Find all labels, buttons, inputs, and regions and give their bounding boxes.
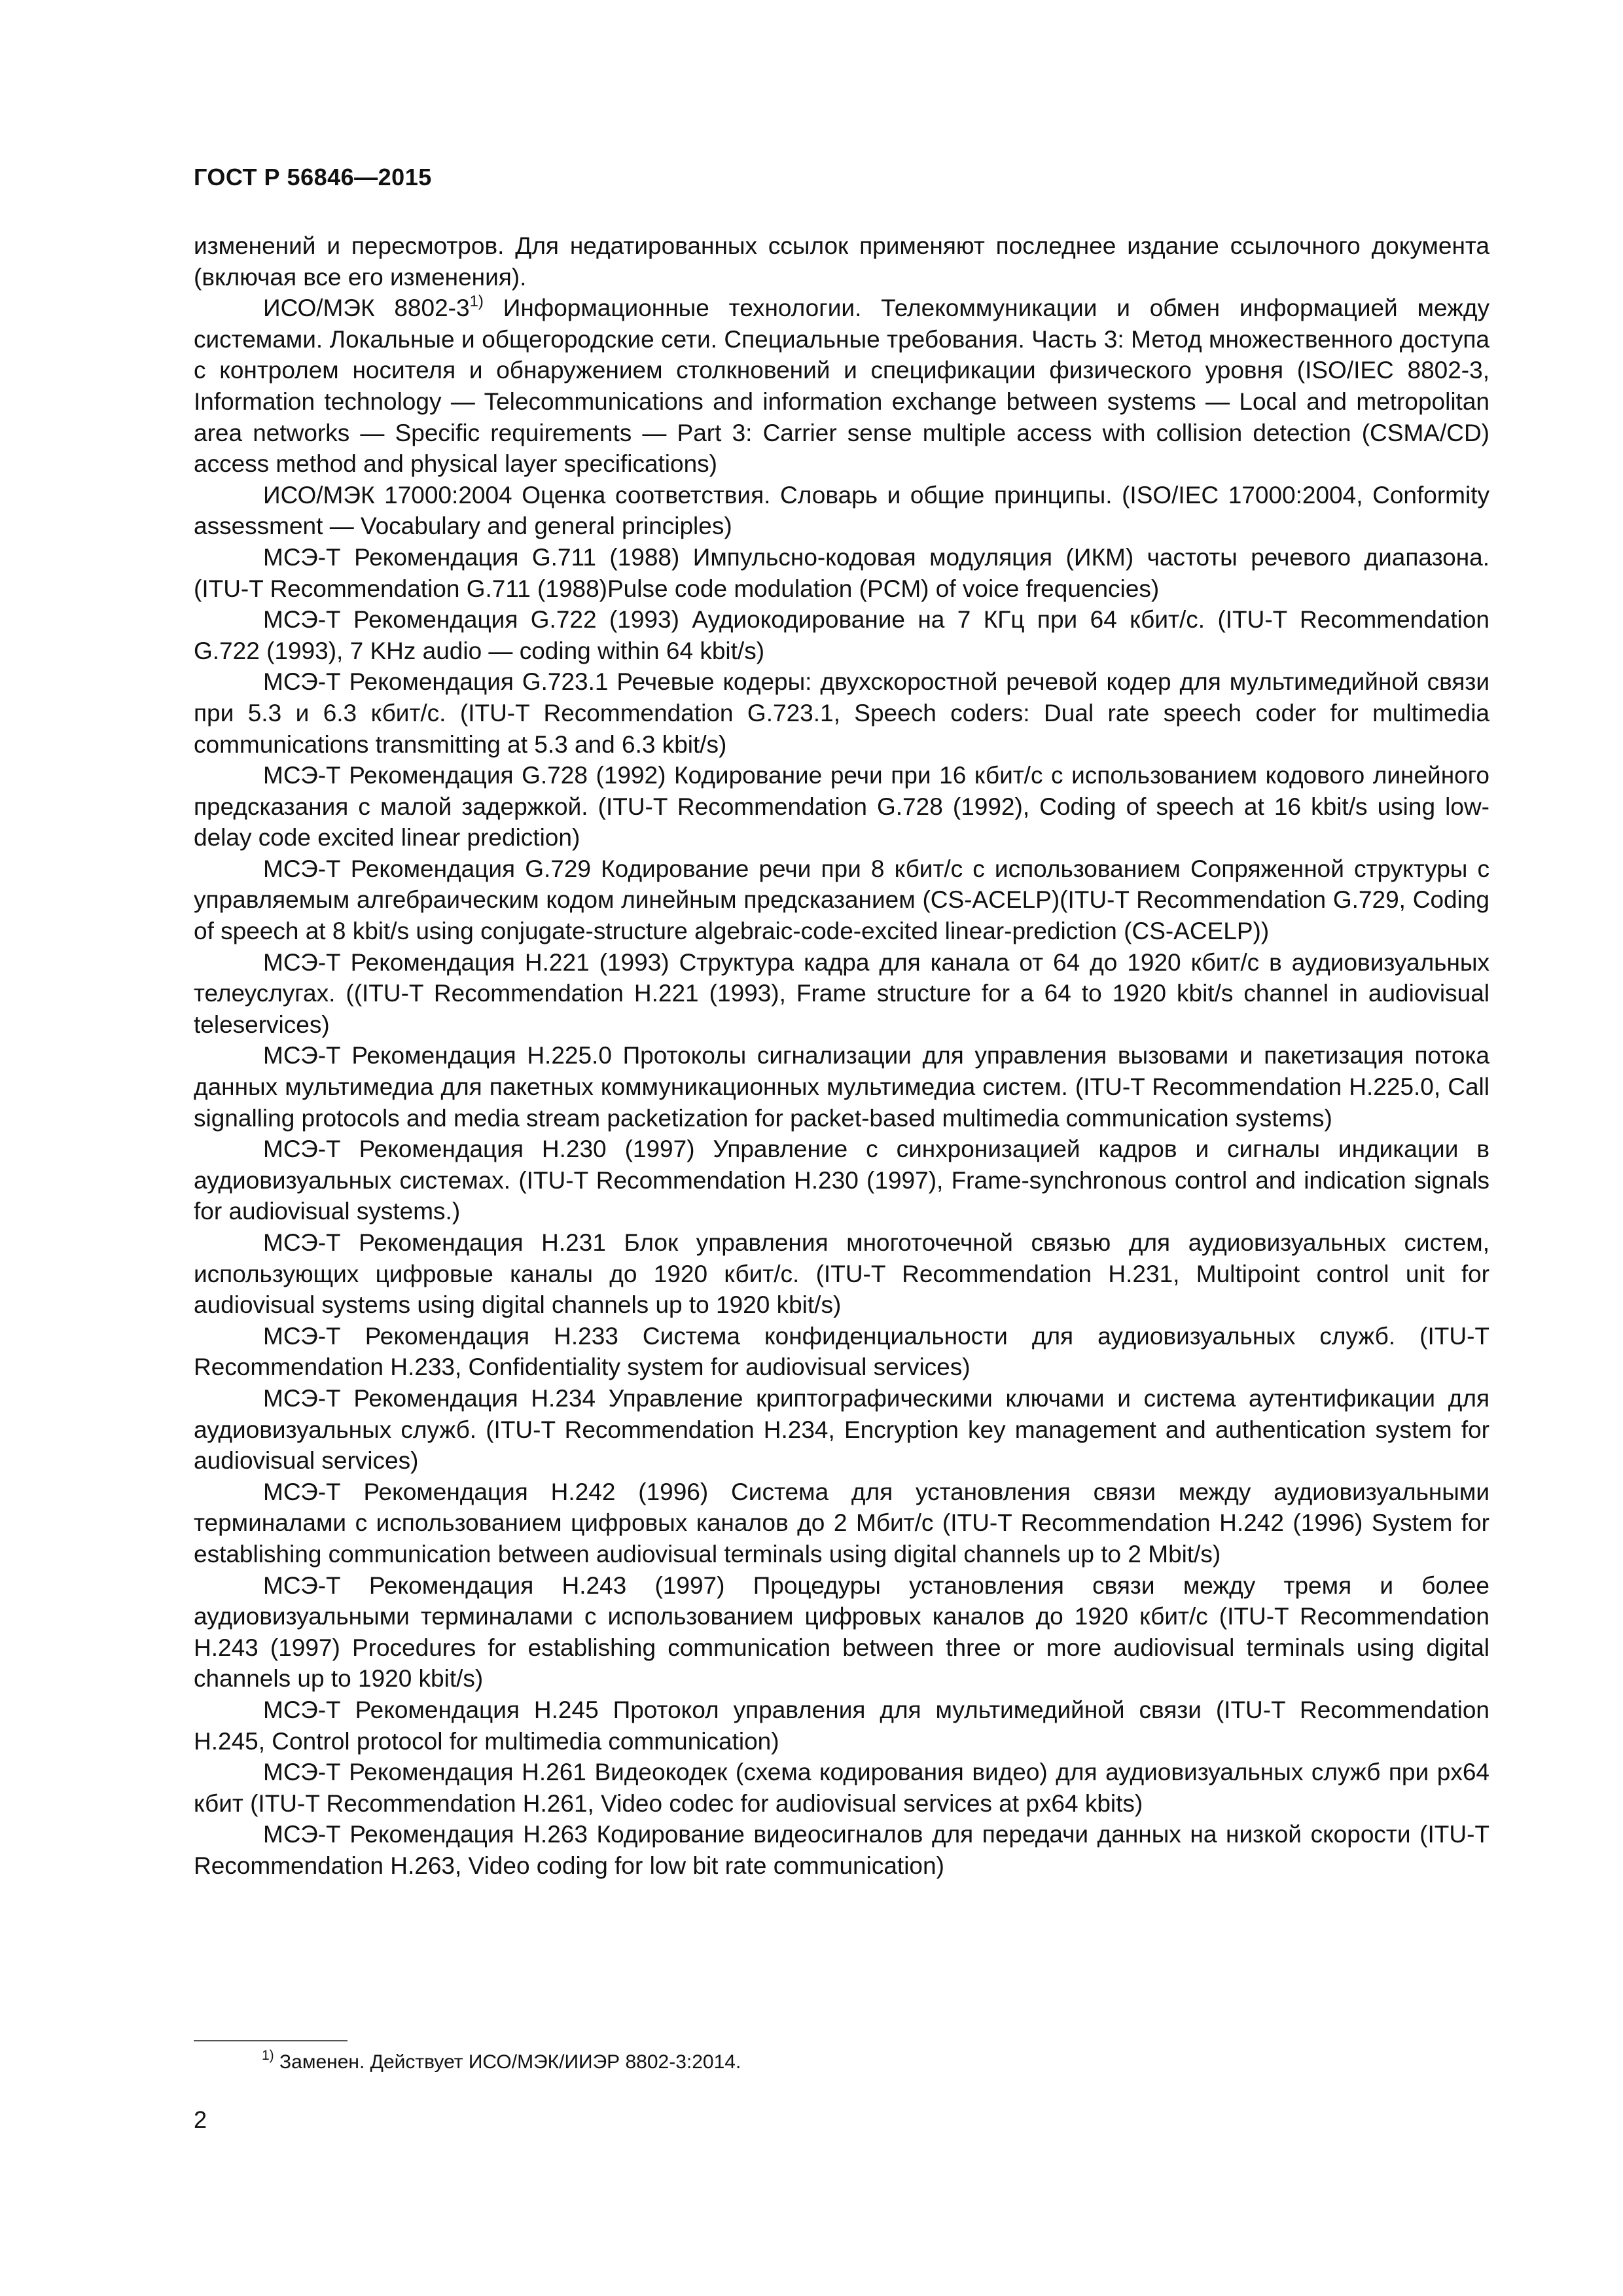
reference-paragraph	[194, 542, 1489, 604]
body-text	[194, 230, 1489, 1881]
reference-paragraph	[194, 666, 1489, 760]
reference-paragraph	[194, 853, 1489, 947]
reference-designation: ИСО/МЭК 8802-3	[263, 295, 470, 322]
reference-paragraph	[194, 1757, 1489, 1819]
paragraph-text: ИСО/МЭК 17000:2004 Оценка соответствия. Словарь и общие принципы. (ISO/IEC 17000:2004, Conformity assessment — Vocabulary and general principles)	[194, 481, 1489, 540]
reference-paragraph	[194, 1383, 1489, 1477]
footnote	[262, 2049, 741, 2075]
footnote-divider	[194, 2040, 348, 2041]
reference-paragraph	[194, 1695, 1489, 1757]
reference-paragraph	[194, 1134, 1489, 1227]
paragraph-text: МСЭ-Т Рекомендация G.728 (1992) Кодирование речи при 16 кбит/с с использованием кодового линейного предсказания с малой задержкой. (ITU-T Recommendation G.728 (1992), Coding of speech at 16 kbit/s using low-delay code excited linear prediction)	[194, 762, 1489, 852]
reference-paragraph	[194, 947, 1489, 1041]
reference-paragraph	[194, 1321, 1489, 1383]
paragraph-text: изменений и пересмотров. Для недатированных ссылок применяют последнее издание ссылочного документа (включая все его изменения).	[194, 232, 1489, 291]
reference-paragraph	[194, 1040, 1489, 1134]
reference-paragraph	[194, 604, 1489, 666]
footnote-mark: 1)	[262, 2048, 274, 2063]
reference-paragraph	[194, 230, 1489, 293]
reference-paragraph	[194, 1819, 1489, 1881]
paragraph-text: МСЭ-Т Рекомендация H.243 (1997) Процедуры установления связи между тремя и более аудиовизуальными терминалами с использованием цифровых каналов до 1920 кбит/с (ITU-T Recommendation H.243 (1997) Procedures for establishing communication between three or more audiovisual terminals using digital channels up to 1920 kbit/s)	[194, 1571, 1489, 1693]
paragraph-text: МСЭ-Т Рекомендация H.230 (1997) Управление с синхронизацией кадров и сигналы индикации в аудиовизуальных системах. (ITU-T Recommendation H.230 (1997), Frame-synchronous control and indication signals for audiovisual systems.)	[194, 1136, 1489, 1225]
paragraph-text: МСЭ-Т Рекомендация H.225.0 Протоколы сигнализации для управления вызовами и пакетизация потока данных мультимедиа для пакетных коммуникационных мультимедиа систем. (ITU-T Recommendation H.225.0, Call signalling protocols and media stream packetization for packet-based multimedia communication systems)	[194, 1042, 1489, 1132]
paragraph-text: Информационные технологии. Телекоммуникации и обмен информацией между системами. Локальные и общегородские сети. Специальные требования. Часть 3: Метод множественного доступа с контролем носителя и обнаружением столкновений и спецификации физического уровня (ISO/IEC 8802-3, Information technology — Telecommunications and information exchange between systems — Local and metropolitan area networks — Specific requirements — Part 3: Carrier sense multiple access with collision detection (CSMA/CD) access method and physical layer specifications)	[194, 295, 1489, 478]
paragraph-text: МСЭ-Т Рекомендация H.231 Блок управления многоточечной связью для аудиовизуальных систем, использующих цифровые каналы до 1920 кбит/с. (ITU-T Recommendation H.231, Multipoint control unit for audiovisual systems using digital channels up to 1920 kbit/s)	[194, 1229, 1489, 1319]
paragraph-text: МСЭ-Т Рекомендация H.234 Управление криптографическими ключами и система аутентификации для аудиовизуальных служб. (ITU-T Recommendation H.234, Encryption key management and authentication system for audiovisual services)	[194, 1384, 1489, 1475]
paragraph-text: МСЭ-Т Рекомендация H.245 Протокол управления для мультимедийной связи (ITU-T Recommendation H.245, Control protocol for multimedia communication)	[194, 1696, 1489, 1755]
paragraph-text: МСЭ-Т Рекомендация H.221 (1993) Структура кадра для канала от 64 до 1920 кбит/с в аудиовизуальных телеуслугах. ((ITU-T Recommendation H.221 (1993), Frame structure for a 64 to 1920 kbit/s channel in audiovisual teleservices)	[194, 948, 1489, 1038]
paragraph-text: МСЭ-Т Рекомендация G.723.1 Речевые кодеры: двухскоростной речевой кодер для мультимедийной связи при 5.3 и 6.3 кбит/с. (ITU-T Recommendation G.723.1, Speech coders: Dual rate speech coder for multimedia communications transmitting at 5.3 and 6.3 kbit/s)	[194, 668, 1489, 758]
paragraph-text: МСЭ-Т Рекомендация H.263 Кодирование видеосигналов для передачи данных на низкой скорости (ITU-T Recommendation H.263, Video coding for low bit rate communication)	[194, 1821, 1489, 1879]
reference-paragraph	[194, 1477, 1489, 1570]
paragraph-text: МСЭ-Т Рекомендация G.711 (1988) Импульсно-кодовая модуляция (ИКМ) частоты речевого диапазона. (ITU-T Recommendation G.711 (1988)Pulse code modulation (PCM) of voice frequencies)	[194, 543, 1489, 602]
paragraph-text: МСЭ-Т Рекомендация G.722 (1993) Аудиокодирование на 7 КГц при 64 кбит/с. (ITU-T Recommendation G.722 (1993), 7 KHz audio — coding within 64 kbit/s)	[194, 606, 1489, 664]
paragraph-text: МСЭ-Т Рекомендация H.233 Система конфиденциальности для аудиовизуальных служб. (ITU-T Recommendation H.233, Confidentiality system for audiovisual services)	[194, 1322, 1489, 1381]
reference-paragraph	[194, 1227, 1489, 1321]
paragraph-text: МСЭ-Т Рекомендация G.729 Кодирование речи при 8 кбит/с с использованием Сопряженной структуры с управляемым алгебраическим кодом линейным предсказанием (CS-ACELP)(ITU-T Recommendation G.729, Coding of speech at 8 kbit/s using conjugate-structure algebraic-code-excited linear-prediction (CS-ACELP))	[194, 855, 1489, 945]
reference-paragraph	[194, 760, 1489, 853]
page-number: 2	[194, 2106, 207, 2133]
reference-paragraph	[194, 293, 1489, 480]
paragraph-text: МСЭ-Т Рекомендация H.242 (1996) Система для установления связи между аудиовизуальными терминалами с использованием цифровых каналов до 2 Мбит/с (ITU-T Recommendation H.242 (1996) System for establishing communication between audiovisual terminals using digital channels up to 2 Mbit/s)	[194, 1478, 1489, 1568]
standard-designation-header: ГОСТ Р 56846—2015	[194, 164, 432, 190]
footnote-reference-mark: 1)	[469, 292, 484, 310]
reference-paragraph	[194, 1570, 1489, 1695]
paragraph-text: МСЭ-Т Рекомендация H.261 Видеокодек (схема кодирования видео) для аудиовизуальных служб при px64 кбит (ITU-T Recommendation H.261, Video codec for audiovisual services at px64 kbits)	[194, 1759, 1489, 1817]
reference-paragraph	[194, 480, 1489, 542]
footnote-text: Заменен. Действует ИСО/МЭК/ИИЭР 8802-3:2014.	[279, 2051, 741, 2073]
